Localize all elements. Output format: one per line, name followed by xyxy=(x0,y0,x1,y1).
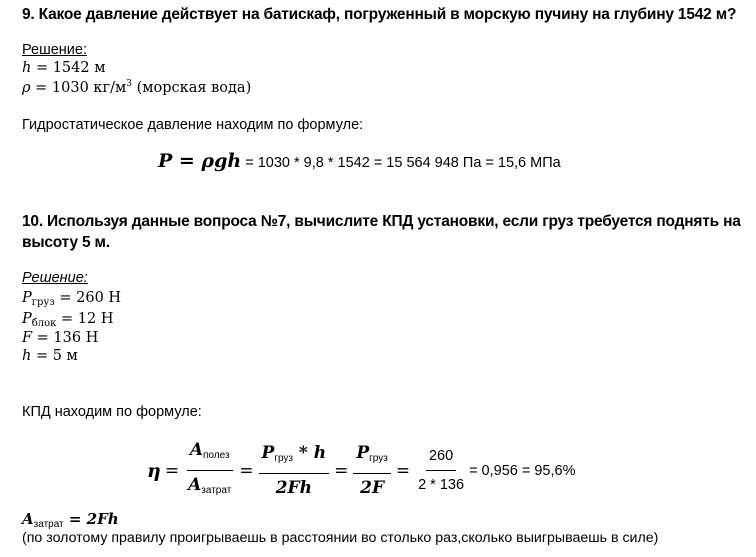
denominator xyxy=(185,471,234,504)
h-value: = 5 м xyxy=(31,348,78,364)
f-value: = 136 Н xyxy=(32,330,99,346)
q10-title-line2: высоту 5 м. xyxy=(22,234,110,251)
q9-formula-lhs: P = ρgh xyxy=(158,150,242,172)
rho-value: = 1030 кг/м xyxy=(30,80,127,96)
q9-formula xyxy=(158,150,561,172)
fraction-a-polez-over-a-zatrat xyxy=(185,437,234,504)
a-zatrat-rhs: = 2Fh xyxy=(63,510,119,528)
a-variable: A xyxy=(189,440,204,460)
h-variable: h xyxy=(22,348,32,364)
star-h: * h xyxy=(293,443,327,463)
a-zatrat-line xyxy=(22,510,119,530)
p-blok-value: = 12 Н xyxy=(56,311,114,327)
q10-solution-label: Решение: xyxy=(22,270,88,286)
fraction-pgruz-over-2f xyxy=(353,440,390,501)
p-gruz-value: = 260 Н xyxy=(54,290,122,306)
q10-pblok-line xyxy=(22,311,114,329)
numerator: 260 xyxy=(426,443,456,471)
p-gruz-subscript: груз xyxy=(369,453,388,464)
q10-intro: КПД находим по формуле: xyxy=(22,404,202,420)
a-zatrat-subscript: затрат xyxy=(201,485,232,496)
numerator xyxy=(187,437,233,471)
a-variable: A xyxy=(188,475,202,495)
h-variable: h xyxy=(22,60,32,76)
f-variable: F xyxy=(22,330,33,346)
fraction-pgruz-h-over-2fh xyxy=(259,440,330,501)
denominator: 2Fh xyxy=(275,478,312,498)
p-gruz-subscript: груз xyxy=(31,297,55,308)
q9-solution-label: Решение: xyxy=(22,42,87,58)
q10-title-line1: 10. Используя данные вопроса №7, вычислите КПД установки, если груз требуется поднять на xyxy=(22,213,741,230)
equals-sign: = xyxy=(395,460,411,481)
p-variable: P xyxy=(22,311,32,327)
rho-note: (морская вода) xyxy=(131,80,252,96)
efficiency-result: = 0,956 = 95,6% xyxy=(469,462,576,479)
q10-pgruz-line xyxy=(22,290,121,308)
q10-h-line xyxy=(22,348,78,364)
q10-f-line xyxy=(22,330,98,346)
q9-h-line xyxy=(22,60,106,76)
q9-intro: Гидростатическое давление находим по формуле: xyxy=(22,117,364,133)
rho-exponent: 3 xyxy=(126,79,132,89)
p-variable: P xyxy=(22,290,32,306)
h-value: = 1542 м xyxy=(31,60,106,76)
q9-rho-line xyxy=(22,79,251,96)
a-polez-subscript: полез xyxy=(203,450,230,461)
fraction-260-over-2x136 xyxy=(415,443,467,498)
q9-formula-rhs: = 1030 * 9,8 * 1542 = 15 564 948 Па = 15,6 МПа xyxy=(241,155,561,171)
golden-rule-note: (по золотому правилу проигрываешь в расстоянии во столько раз,сколько выигрываешь в силе) xyxy=(22,530,659,546)
denominator: 2F xyxy=(360,478,385,498)
a-zatrat-subscript: затрат xyxy=(33,519,64,530)
equals-sign: = xyxy=(164,460,180,481)
numerator xyxy=(259,440,330,474)
p-blok-subscript: блок xyxy=(31,318,57,329)
denominator: 2 * 136 xyxy=(418,477,465,493)
a-variable: A xyxy=(22,510,34,528)
p-gruz-subscript: груз xyxy=(274,453,294,464)
q9-title: 9. Какое давление действует на батискаф, погруженный в морскую пучину на глубину 1542 м? xyxy=(22,6,737,23)
p-variable: P xyxy=(261,443,275,463)
equals-sign: = xyxy=(334,460,349,481)
p-variable: P xyxy=(356,443,370,463)
eta-symbol: η xyxy=(147,459,161,482)
rho-variable: ρ xyxy=(22,80,31,96)
numerator xyxy=(353,440,390,474)
equals-sign: = xyxy=(239,460,254,481)
q10-efficiency-formula xyxy=(147,437,575,504)
